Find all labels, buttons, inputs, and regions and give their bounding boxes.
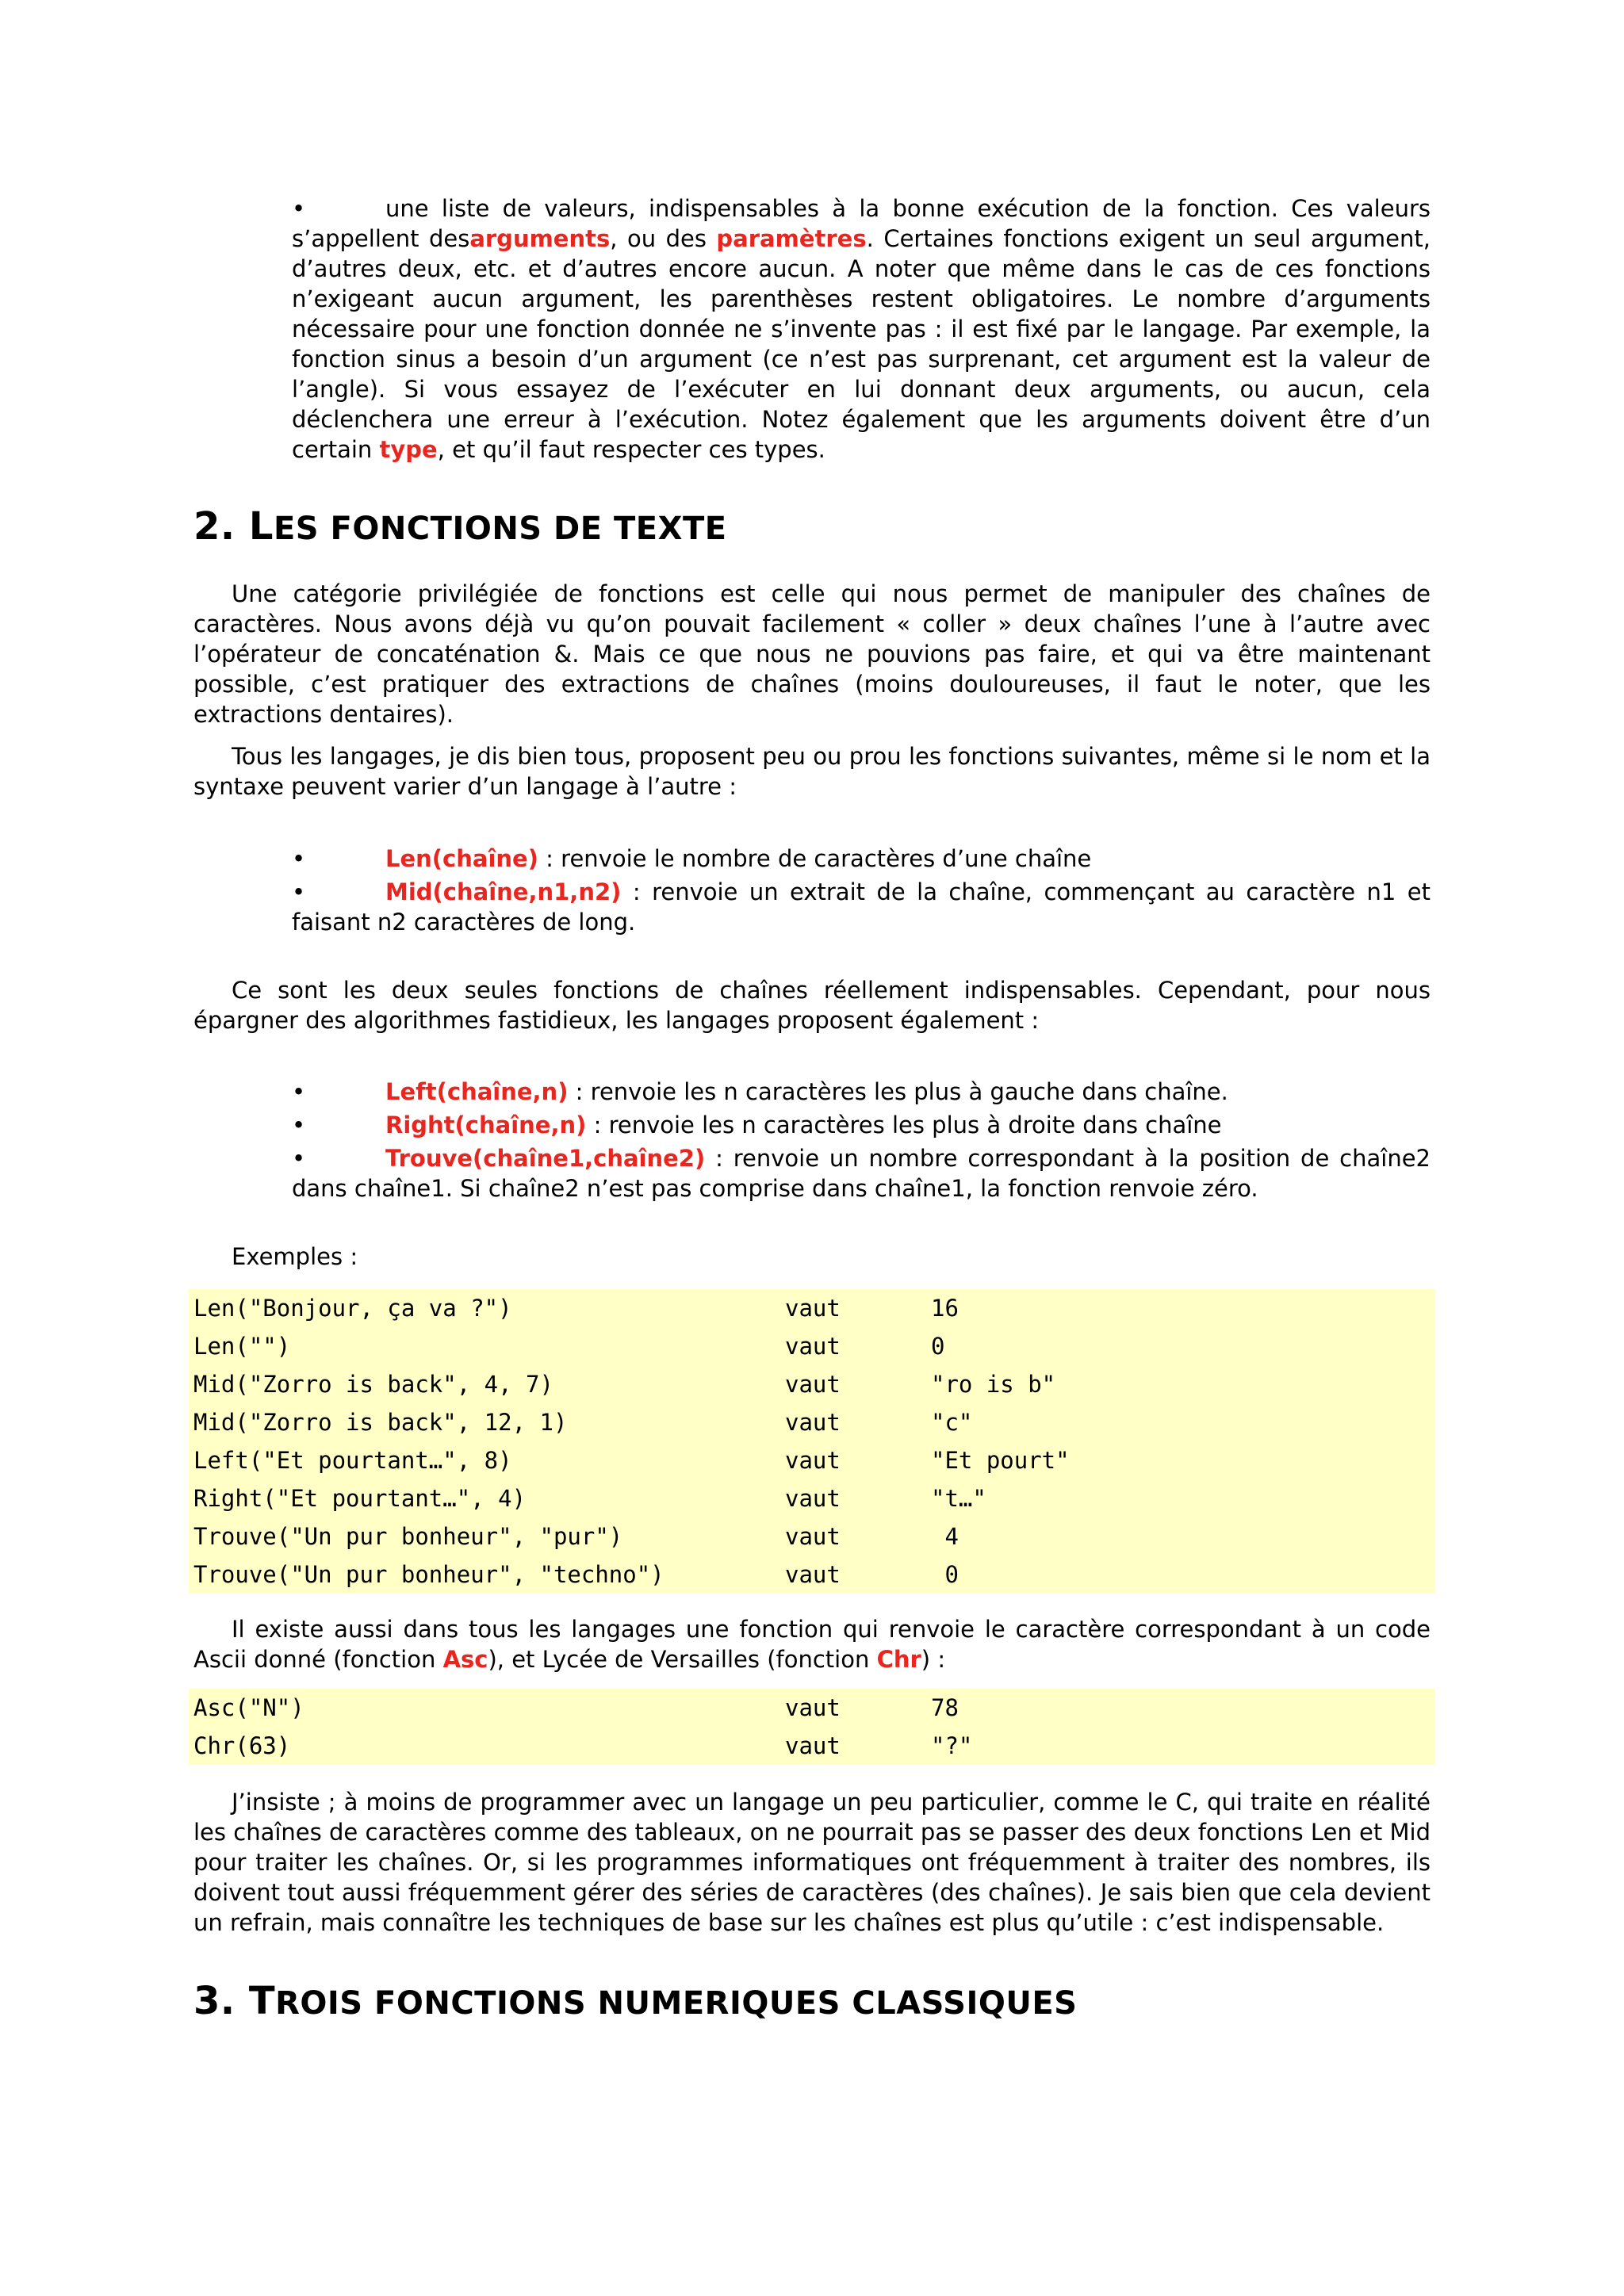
intro-bullet-text: une liste de valeurs, indispensables à la bonne exécution de la fonction. Ces valeurs s’appellent desarguments, ou des paramètres. Certaines fonctions exigent un seul argument, d’autres deux, etc. et d’autres encore aucun. A noter que même dans le cas de ces fonctions n’exigeant aucun argument, les parenthèses restent obligatoires. Le nombre d’arguments nécessaire pour une fonction donnée ne s’invente pas : il est fixé par le langage. Par exemple, la fonction sinus a besoin d’un argument (ce n’est pas surprenant, cet argument est la valeur de l’angle). Si vous essayez de l’exécuter en lui donnant deux arguments, ou aucun, cela déclenchera une erreur à l’exécution. Notez également que les arguments doivent être d’un certain type, et qu’il faut respecter ces types. xyxy=(292,195,1431,463)
term-type: type xyxy=(379,436,438,463)
bullet-dot: • xyxy=(292,1078,306,1105)
section-2-heading: 2. LES FONCTIONS DE TEXTE xyxy=(193,504,727,549)
code-row: Chr(63) vaut "?" xyxy=(193,1732,973,1759)
term-chr: Chr xyxy=(876,1646,921,1673)
code-examples-1 xyxy=(189,1289,1435,1594)
intro-bullet xyxy=(292,193,1431,465)
bullet-dot: • xyxy=(292,878,306,905)
list-item: • Trouve(chaîne1,chaîne2) : renvoie un nombre correspondant à la position de chaîne2 dans chaîne1. Si chaîne2 n’est pas comprise dans chaîne1, la fonction renvoie zéro. xyxy=(292,1145,1431,1202)
code-row: Mid("Zorro is back", 12, 1) vaut "c" xyxy=(193,1409,973,1436)
section-2-para-3: Ce sont les deux seules fonctions de chaînes réellement indispensables. Cependant, pour nous épargner des algorithmes fastidieux, les langages proposent également : xyxy=(193,977,1431,1034)
bullet-dot: • xyxy=(292,195,306,222)
list-item: • Left(chaîne,n) : renvoie les n caractères les plus à gauche dans chaîne. xyxy=(292,1078,1228,1105)
term-parametres: paramètres xyxy=(716,225,867,252)
section-2-para-5: J’insiste ; à moins de programmer avec un langage un peu particulier, comme le C, qui traite en réalité les chaînes de caractères comme des tableaux, on ne pourrait pas se passer des deux fonctions Len et Mid pour traiter les chaînes. Or, si les programmes informatiques ont fréquemment à traiter des nombres, ils doivent tout aussi fréquemment gérer des séries de caractères (des chaînes). Je sais bien que cela devient un refrain, mais connaître les techniques de base sur les chaînes est plus qu’utile : c’est indispensable. xyxy=(193,1789,1431,1936)
code-row: Len("Bonjour, ça va ?") vaut 16 xyxy=(193,1295,959,1322)
function-list-1 xyxy=(292,844,1431,937)
code-row: Trouve("Un pur bonheur", "techno") vaut 0 xyxy=(193,1561,959,1588)
list-item: • Mid(chaîne,n1,n2) : renvoie un extrait de la chaîne, commençant au caractère n1 et faisant n2 caractères de long. xyxy=(292,878,1431,936)
section-3-heading: 3. TROIS FONCTIONS NUMERIQUES CLASSIQUES xyxy=(193,1979,1078,2023)
bullet-dot: • xyxy=(292,1112,306,1138)
code-row: Asc("N") vaut 78 xyxy=(193,1694,959,1721)
code-row: Len("") vaut 0 xyxy=(193,1333,945,1360)
list-item: • Len(chaîne) : renvoie le nombre de caractères d’une chaîne xyxy=(292,845,1092,872)
bullet-dot: • xyxy=(292,1145,306,1172)
section-2-para-4: Il existe aussi dans tous les langages une fonction qui renvoie le caractère correspondant à un code Ascii donné (fonction Asc), et Lycée de Versailles (fonction Chr) : xyxy=(193,1616,1431,1673)
code-row: Right("Et pourtant…", 4) vaut "t…" xyxy=(193,1485,986,1512)
code-row: Trouve("Un pur bonheur", "pur") vaut 4 xyxy=(193,1523,959,1550)
function-list-2 xyxy=(292,1077,1431,1203)
code-row: Left("Et pourtant…", 8) vaut "Et pourt" xyxy=(193,1447,1070,1474)
list-item: • Right(chaîne,n) : renvoie les n caractères les plus à droite dans chaîne xyxy=(292,1112,1222,1138)
section-2-para-2: Tous les langages, je dis bien tous, proposent peu ou prou les fonctions suivantes, même si le nom et la syntaxe peuvent varier d’un langage à l’autre : xyxy=(193,743,1431,800)
section-2-para-1: Une catégorie privilégiée de fonctions est celle qui nous permet de manipuler des chaînes de caractères. Nous avons déjà vu qu’on pouvait facilement « coller » deux chaînes l’une à l’autre avec l’opérateur de concaténation &. Mais ce que nous ne pouvions pas faire, et qui va être maintenant possible, c’est pratiquer des extractions de chaînes (moins douloureuses, il faut le noter, que les extractions dentaires). xyxy=(193,580,1431,728)
bullet-dot: • xyxy=(292,845,306,872)
term-asc: Asc xyxy=(442,1646,488,1673)
term-arguments: arguments xyxy=(469,225,611,252)
code-row: Mid("Zorro is back", 4, 7) vaut "ro is b" xyxy=(193,1371,1056,1398)
code-examples-2 xyxy=(189,1689,1435,1765)
examples-label: Exemples : xyxy=(232,1243,358,1270)
